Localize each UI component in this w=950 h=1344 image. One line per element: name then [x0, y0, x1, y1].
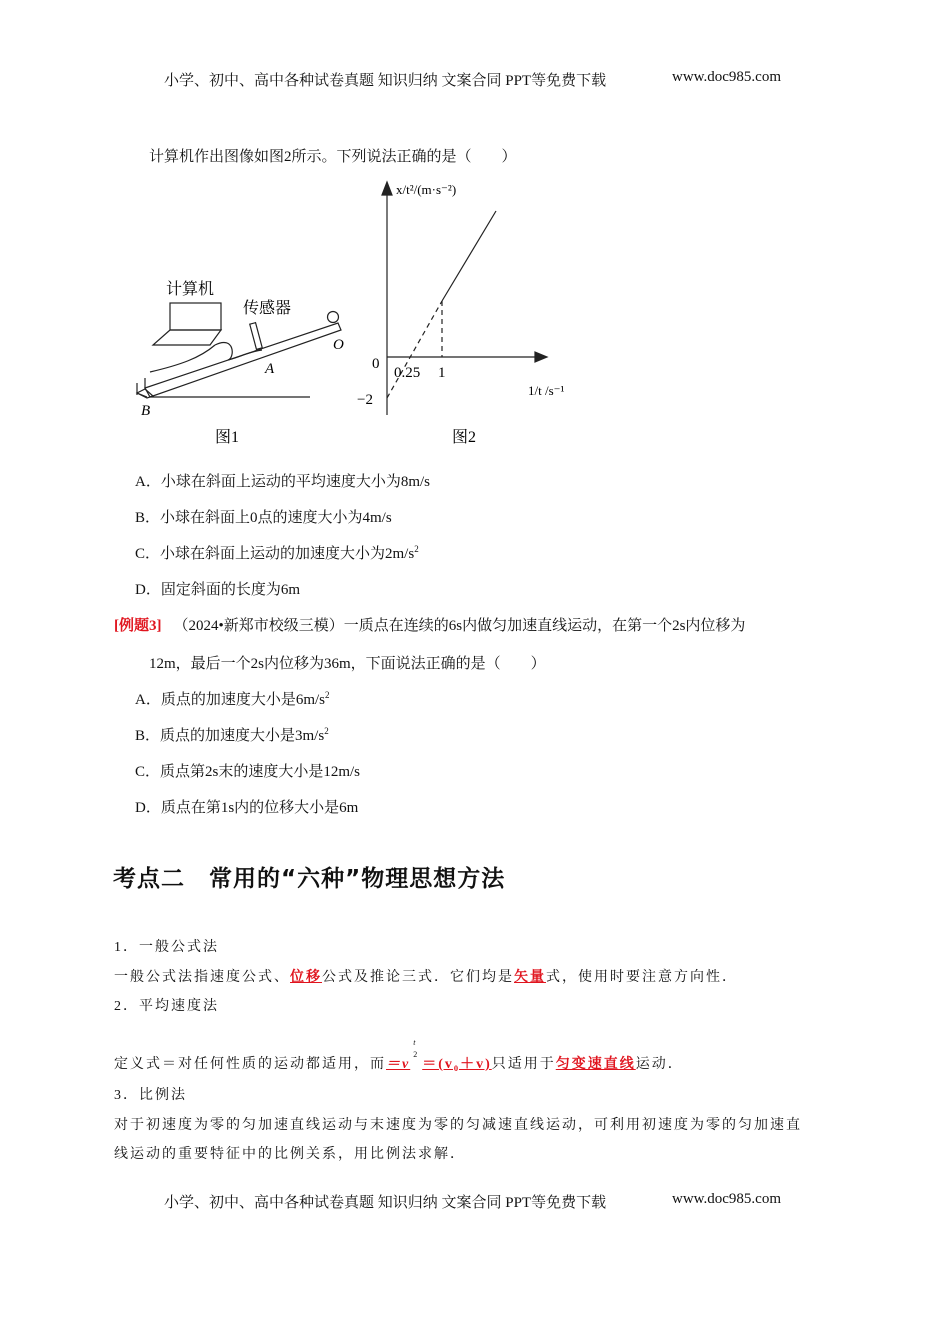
ex3-option-c: C．质点第2s末的速度大小是12m/s [135, 764, 361, 780]
origin-label: 0 [372, 356, 380, 372]
incline [145, 323, 341, 397]
section-title: 考点二 常用的“六种”物理思想方法 [113, 866, 506, 892]
option-c [135, 542, 419, 563]
highlight-formula: ＝(v₀＋v) [422, 1057, 492, 1072]
x-tick-0.25: 0.25 [394, 365, 421, 381]
footer-link[interactable]: www.doc985.com [672, 1191, 782, 1207]
header-text: 小学、初中、高中各种试卷真题 知识归纳 文案合同 PPT等免费下载 [164, 73, 607, 89]
ball [328, 312, 339, 323]
label-A: A [265, 361, 275, 377]
method3-title: 3．比例法 [114, 1088, 187, 1103]
ex3-option-d: D．质点在第1s内的位移大小是6m [135, 800, 359, 816]
text: 运动． [635, 1057, 684, 1072]
superscript: 2 [324, 726, 329, 736]
figures [0, 0, 950, 460]
footer-text: 小学、初中、高中各种试卷真题 知识归纳 文案合同 PPT等免费下载 [164, 1195, 607, 1211]
text: 只适用于 [491, 1057, 556, 1072]
header-link[interactable]: www.doc985.com [672, 69, 782, 85]
example-tag: [例题3] [114, 618, 162, 634]
caption-fig1: 图1 [215, 429, 240, 446]
method3-line2: 线运动的重要特征中的比例关系，用比例法求解． [114, 1147, 466, 1162]
x-axis-arrow [535, 352, 547, 362]
y-axis-arrow [382, 182, 392, 195]
ex3-option-a [135, 688, 330, 709]
highlight-formula: ＝v [386, 1057, 411, 1072]
text: 一般公式法指速度公式、 [114, 970, 290, 985]
example3-line1 [114, 614, 745, 635]
label-computer: 计算机 [166, 281, 215, 298]
ex3-option-a-text: A．质点的加速度大小是6m/s [135, 692, 326, 708]
sensor [250, 323, 263, 350]
highlight: 匀变速直线 [555, 1057, 636, 1072]
example3-line2: 12m，最后一个2s内位移为36m，下面说法正确的是（ ） [149, 656, 546, 672]
label-B: B [141, 403, 151, 419]
frac-numerator: t [413, 1038, 418, 1047]
frac-denominator: 2 [413, 1050, 420, 1059]
ex3-option-b-text: B．质点的加速度大小是3m/s [135, 728, 325, 744]
superscript: 2 [414, 544, 419, 554]
label-sensor: 传感器 [243, 300, 292, 317]
text: 公式及推论三式．它们均是 [322, 970, 514, 985]
option-b: B．小球在斜面上0点的速度大小为4m/s [135, 510, 392, 526]
y-axis-label: x/t²/(m·s⁻²) [396, 182, 457, 197]
option-c-text: C．小球在斜面上运动的加速度大小为2m/s [135, 546, 415, 562]
x-tick-1: 1 [438, 365, 446, 381]
method1-text [114, 966, 738, 986]
highlight: 位移 [290, 970, 322, 985]
y-tick-neg2: −2 [357, 392, 373, 408]
figure-1 [137, 303, 341, 398]
question-intro: 计算机作出图像如图2所示。下列说法正确的是（ ） [149, 149, 517, 165]
x-axis-label: 1/t /s⁻¹ [528, 383, 565, 398]
option-d: D．固定斜面的长度为6m [135, 582, 301, 598]
method1-title: 1．一般公式法 [114, 940, 219, 955]
caption-fig2: 图2 [452, 429, 477, 446]
computer-screen [170, 303, 221, 330]
computer-keyboard [153, 330, 221, 345]
method2-text [114, 1038, 684, 1073]
extrapolated-line [387, 301, 442, 398]
text: 式，使用时要注意方向性． [546, 970, 738, 985]
ex3-option-b [135, 724, 329, 745]
highlight: 矢量 [514, 970, 546, 985]
option-a: A．小球在斜面上运动的平均速度大小为8m/s [135, 474, 431, 490]
text: 定义式＝对任何性质的运动都适用，而 [114, 1057, 386, 1072]
superscript: 2 [325, 690, 330, 700]
method3-line1: 对于初速度为零的匀加速直线运动与末速度为零的匀减速直线运动，可利用初速度为零的匀加速直 [114, 1118, 802, 1133]
example3-text: （2024•新郑市校级三模）一质点在连续的6s内做匀加速直线运动，在第一个2s内位移为 [173, 618, 746, 634]
data-line [442, 211, 496, 301]
label-O: O [333, 337, 344, 353]
method2-title: 2．平均速度法 [114, 999, 219, 1014]
